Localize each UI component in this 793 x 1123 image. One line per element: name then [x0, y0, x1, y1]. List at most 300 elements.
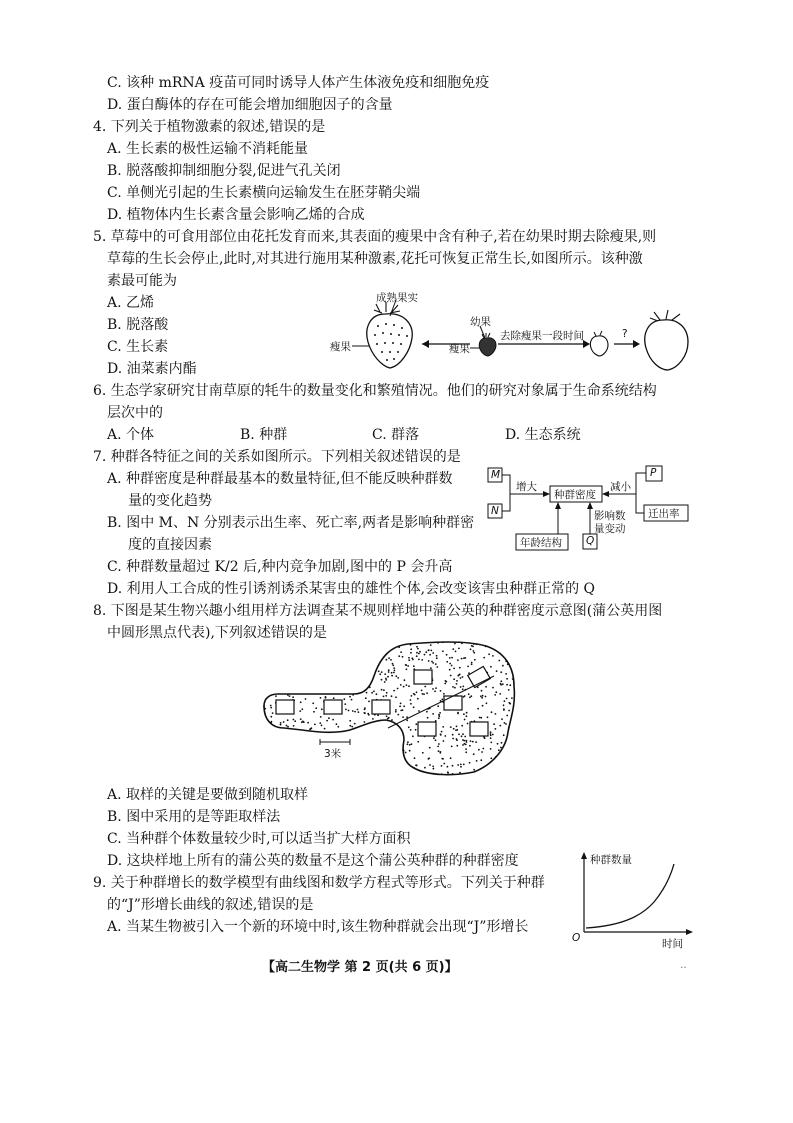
x-axis-arrowhead: [686, 929, 693, 935]
dandelion-dot: [477, 708, 479, 710]
dandelion-dot: [386, 692, 388, 694]
dandelion-dot: [490, 666, 492, 668]
dandelion-dot: [440, 751, 442, 753]
dandelion-dot: [449, 663, 451, 665]
dandelion-dot: [416, 646, 418, 648]
dandelion-dot: [502, 683, 504, 685]
dandelion-dot: [443, 740, 445, 742]
dandelion-dot: [407, 741, 409, 743]
dandelion-dot: [455, 651, 457, 653]
dandelion-dot: [469, 762, 471, 764]
corner-mark: ··: [680, 962, 687, 974]
dandelion-dot: [446, 661, 448, 663]
dandelion-dot: [410, 699, 412, 701]
dandelion-dot: [432, 688, 434, 690]
dandelion-dot: [270, 722, 272, 724]
dandelion-dot: [416, 652, 418, 654]
graph-xlabel: 时间: [662, 938, 683, 950]
dandelion-dot: [391, 719, 393, 721]
dandelion-dot: [451, 665, 453, 667]
dandelion-dot: [328, 717, 330, 719]
q7-option-a-1: A. 种群密度是种群最基本的数量特征,但不能反映种群数: [107, 471, 453, 487]
dandelion-dot: [432, 713, 434, 715]
q5-stem-2: 草莓的生长会停止,此时,对其进行施用某种激素,花托可恢复正常生长,如图所示。该种激: [107, 251, 643, 267]
dandelion-dot: [462, 676, 464, 678]
dandelion-dot: [453, 728, 455, 730]
dandelion-dot: [421, 690, 423, 692]
dandelion-dot: [305, 698, 307, 700]
dandelion-dot: [272, 712, 274, 714]
dandelion-dot: [393, 667, 395, 669]
dandelion-dot: [447, 771, 449, 773]
dandelion-dot: [501, 742, 503, 744]
dandelion-dot: [421, 659, 423, 661]
dandelion-dot: [494, 694, 496, 696]
dandelion-dot: [411, 695, 413, 697]
mature-strawberry: [367, 302, 412, 368]
dandelion-dot: [410, 729, 412, 731]
dandelion-dot: [413, 665, 415, 667]
dandelion-dot: [411, 743, 413, 745]
dandelion-dot: [388, 669, 390, 671]
dandelion-dot: [433, 768, 435, 770]
dandelion-dot: [406, 668, 408, 670]
dandelion-dot: [452, 738, 454, 740]
dandelion-dot: [422, 752, 424, 754]
dandelion-dot: [402, 749, 404, 751]
q8-option-d: D. 这块样地上所有的蒲公英的数量不是这个蒲公英种群的种群密度: [107, 853, 519, 869]
dandelion-dot: [442, 758, 444, 760]
dandelion-dot: [499, 725, 501, 727]
q8-option-a: A. 取样的关键是要做到随机取样: [107, 787, 309, 803]
dandelion-dot: [462, 733, 464, 735]
dandelion-dot: [456, 745, 458, 747]
q9-option-a: A. 当某生物被引入一个新的环境中时,该生物种群就会出现“J”形增长: [107, 919, 529, 935]
q6-option-b: B. 种群: [240, 427, 288, 443]
dandelion-dot: [425, 651, 427, 653]
dandelion-dot: [459, 667, 461, 669]
dandelion-dot: [460, 686, 462, 688]
dandelion-dot: [450, 726, 452, 728]
dandelion-dot: [400, 684, 402, 686]
quadrat-map-svg: [258, 636, 530, 778]
dandelion-dot: [400, 710, 402, 712]
q8-option-c: C. 当种群个体数量较少时,可以适当扩大样方面积: [107, 831, 411, 847]
dandelion-dot: [345, 709, 347, 711]
dandelion-dot: [287, 726, 289, 728]
dandelion-dot: [456, 683, 458, 685]
dandelion-dot: [472, 741, 474, 743]
dandelion-dot: [430, 667, 432, 669]
dandelion-dot: [444, 735, 446, 737]
dandelion-dot: [462, 744, 464, 746]
dandelion-dot: [478, 749, 480, 751]
dandelion-dot: [435, 687, 437, 689]
dandelion-dot: [429, 654, 431, 656]
q9-stem-1: 9. 关于种群增长的数学模型有曲线图和数学方程式等形式。下列关于种群: [93, 875, 545, 891]
dandelion-dot: [463, 764, 465, 766]
dandelion-dot: [371, 692, 373, 694]
q3-option-d: D. 蛋白酶体的存在可能会增加细胞因子的含量: [107, 97, 393, 113]
dandelion-dot: [392, 663, 394, 665]
dandelion-dot: [438, 715, 440, 717]
q5-stem-3: 素最可能为: [107, 273, 177, 289]
dandelion-dot: [436, 666, 438, 668]
dandelion-dot: [326, 720, 328, 722]
dandelion-dot: [482, 695, 484, 697]
quadrat-7: [418, 722, 436, 736]
dandelion-dot: [505, 723, 507, 725]
q5-option-b: B. 脱落酸: [107, 317, 169, 333]
dandelion-dot: [458, 733, 460, 735]
dandelion-dot: [442, 726, 444, 728]
dandelion-dot: [410, 703, 412, 705]
dandelion-dot: [481, 697, 483, 699]
dandelion-dot: [459, 674, 461, 676]
dandelion-dot: [457, 675, 459, 677]
dandelion-dot: [506, 698, 508, 700]
q6-option-c: C. 群落: [372, 427, 420, 443]
transect-line: [388, 676, 494, 728]
dandelion-dot: [287, 719, 289, 721]
q4-option-d: D. 植物体内生长素含量会影响乙烯的合成: [107, 207, 365, 223]
dandelion-dot: [443, 763, 445, 765]
q5-stem-1: 5. 草莓中的可食用部位由花托发育而来,其表面的瘦果中含有种子,若在幼果时期去除瘦果,则: [93, 229, 657, 245]
dandelion-dot: [491, 711, 493, 713]
dandelion-dot: [488, 653, 490, 655]
dandelion-dot: [457, 659, 459, 661]
dandelion-dot: [452, 773, 454, 775]
label-achene-right: 瘦果: [449, 343, 470, 355]
dandelion-dot: [390, 659, 392, 661]
scale-label: 3米: [324, 748, 342, 760]
dandelion-dot: [467, 666, 469, 668]
dandelion-dot: [391, 675, 393, 677]
dandelion-dot: [294, 720, 296, 722]
dandelion-dot: [470, 648, 472, 650]
dandelion-dot: [366, 692, 368, 694]
dandelion-dot: [301, 708, 303, 710]
dandelion-dot: [445, 680, 447, 682]
dandelion-dot: [357, 709, 359, 711]
dandelion-dot: [394, 670, 396, 672]
dandelion-dot: [324, 728, 326, 730]
dandelion-dot: [508, 710, 510, 712]
dandelion-dot: [453, 678, 455, 680]
dandelion-dot: [503, 708, 505, 710]
dandelion-dot: [428, 758, 430, 760]
q7-option-a-2: 量的变化趋势: [128, 493, 212, 509]
dandelion-dot: [413, 767, 415, 769]
dandelion-dot: [384, 681, 386, 683]
dandelion-dot: [300, 718, 302, 720]
dandelion-dot: [487, 716, 489, 718]
dandelion-dot: [264, 708, 266, 710]
dandelion-dot: [402, 656, 404, 658]
dandelion-dot: [506, 678, 508, 680]
dandelion-dot: [449, 669, 451, 671]
dandelion-dot: [391, 695, 393, 697]
q7-option-b-1: B. 图中 M、N 分别表示出生率、死亡率,两者是影响种群密: [107, 515, 475, 531]
dandelion-dot: [463, 696, 465, 698]
dandelion-dot: [490, 748, 492, 750]
dandelion-dot: [287, 694, 289, 696]
dandelion-dot: [462, 686, 464, 688]
dandelion-dot: [378, 670, 380, 672]
dandelion-dot: [482, 748, 484, 750]
dandelion-dot: [352, 694, 354, 696]
dandelion-dot: [320, 716, 322, 718]
dandelion-dot: [430, 650, 432, 652]
dandelion-dot: [365, 697, 367, 699]
hormone-arrowhead: [633, 340, 640, 348]
dandelion-dot: [400, 703, 402, 705]
label-affect-1: 影响数: [594, 510, 626, 522]
dandelion-dot: [432, 662, 434, 664]
q9-stem-2: 的“J”形增长曲线的叙述,错误的是: [107, 897, 314, 913]
dandelion-dot: [418, 659, 420, 661]
dandelion-dot: [393, 690, 395, 692]
quadrat-sampling-figure: [258, 636, 530, 778]
increase-arrowhead: [543, 491, 550, 497]
dandelion-dot: [498, 749, 500, 751]
dandelion-dot: [480, 717, 482, 719]
dandelion-dot: [441, 765, 443, 767]
dandelion-dot: [283, 721, 285, 723]
q7-option-d: D. 利用人工合成的性引诱剂诱杀某害虫的雄性个体,会改变该害虫种群正常的 Q: [107, 581, 596, 597]
dandelion-dot: [379, 673, 381, 675]
dandelion-dot: [457, 764, 459, 766]
dandelion-dot: [399, 705, 401, 707]
dandelion-dot: [418, 653, 420, 655]
dandelion-dot: [300, 701, 302, 703]
dandelion-dot: [398, 655, 400, 657]
dandelion-dot: [495, 691, 497, 693]
quadrat-4: [414, 670, 432, 684]
page-footer: 【高二生物学 第 2 页(共 6 页)】: [262, 960, 458, 975]
decrease-arrowhead: [602, 491, 609, 497]
dandelion-dot: [508, 689, 510, 691]
dandelion-dot: [462, 688, 464, 690]
dandelion-dot: [280, 724, 282, 726]
label-achene-left: 瘦果: [330, 341, 351, 353]
dandelion-dot: [293, 719, 295, 721]
dandelion-dot: [461, 735, 463, 737]
dandelion-dot: [464, 657, 466, 659]
dandelion-dot: [270, 707, 272, 709]
dandelion-dot: [351, 726, 353, 728]
j-curve-graph: [568, 848, 698, 948]
label-age-structure: 年龄结构: [520, 537, 562, 549]
dandelion-dot: [387, 676, 389, 678]
dandelion-dot: [476, 760, 478, 762]
label-affect-2: 量变动: [594, 523, 626, 535]
dandelion-dot: [415, 723, 417, 725]
dandelion-dot: [349, 696, 351, 698]
dandelion-dot: [373, 690, 375, 692]
dandelion-dot: [507, 663, 509, 665]
dandelion-dot: [511, 697, 513, 699]
dandelion-dot: [437, 642, 439, 644]
dandelion-dot: [473, 643, 475, 645]
dandelion-dot: [440, 733, 442, 735]
dandelion-dot: [426, 692, 428, 694]
label-n: N: [491, 505, 499, 517]
dandelion-dot: [403, 705, 405, 707]
dandelion-dot: [429, 747, 431, 749]
j-curve-svg: [568, 848, 698, 948]
dandelion-dot: [467, 723, 469, 725]
dandelion-dot: [417, 741, 419, 743]
dandelion-dot: [496, 670, 498, 672]
q8-option-b: B. 图中采用的是等距取样法: [107, 809, 281, 825]
dandelion-dot: [408, 659, 410, 661]
dandelion-dot: [452, 765, 454, 767]
dandelion-dot: [461, 642, 463, 644]
dandelion-dot: [419, 651, 421, 653]
dandelion-dot: [471, 662, 473, 664]
dandelion-dot: [426, 711, 428, 713]
dandelion-dot: [430, 644, 432, 646]
q6-option-d: D. 生态系统: [505, 427, 581, 443]
dandelion-dot: [481, 690, 483, 692]
dandelion-dot: [505, 673, 507, 675]
q4-option-b: B. 脱落酸抑制细胞分裂,促进气孔关闭: [107, 163, 341, 179]
dandelion-dot: [372, 718, 374, 720]
dandelion-dot: [270, 705, 272, 707]
dandelion-dot: [437, 705, 439, 707]
dandelion-dot: [452, 648, 454, 650]
dandelion-dot: [293, 725, 295, 727]
dandelion-dot: [364, 707, 366, 709]
dandelion-dot: [405, 752, 407, 754]
dandelion-dot: [364, 721, 366, 723]
dandelion-dot: [263, 705, 265, 707]
label-m: M: [491, 469, 501, 481]
dandelion-dot: [408, 657, 410, 659]
dandelion-dot: [473, 769, 475, 771]
dandelion-dot: [397, 714, 399, 716]
dandelion-dot: [408, 685, 410, 687]
remove-achene-arrowhead: [583, 340, 590, 348]
dandelion-dot: [506, 715, 508, 717]
quadrat-5: [444, 696, 462, 710]
dandelion-dot: [410, 648, 412, 650]
dandelion-dot: [313, 711, 315, 713]
dandelion-dot: [503, 734, 505, 736]
dandelion-dot: [429, 764, 431, 766]
q8-stem-1: 8. 下图是某生物兴趣小组用样方法调查某不规则样地中蒲公英的种群密度示意图(蒲公英用图: [93, 603, 663, 619]
graph-origin: O: [572, 932, 581, 944]
dandelion-dot: [384, 673, 386, 675]
dandelion-dot: [485, 696, 487, 698]
dandelion-dot: [492, 734, 494, 736]
dandelion-dot: [454, 643, 456, 645]
dandelion-dot: [498, 660, 500, 662]
dandelion-dot: [398, 646, 400, 648]
q7-option-b-2: 度的直接因素: [128, 537, 212, 553]
dandelion-dot: [463, 740, 465, 742]
dandelion-dot: [400, 651, 402, 653]
dandelion-dot: [410, 644, 412, 646]
dandelion-dot: [500, 680, 502, 682]
dandelion-dot: [417, 648, 419, 650]
dandelion-dot: [460, 764, 462, 766]
dandelion-dot: [446, 654, 448, 656]
dandelion-dot: [344, 703, 346, 705]
scale-bar: [320, 739, 350, 745]
quadrat-6: [468, 666, 491, 687]
dandelion-dot: [413, 706, 415, 708]
dandelion-dot: [472, 646, 474, 648]
q7-stem: 7. 种群各特征之间的关系如图所示。下列相关叙述错误的是: [93, 449, 461, 465]
dandelion-dot: [459, 772, 461, 774]
dandelion-dot: [406, 719, 408, 721]
dandelion-dot: [292, 696, 294, 698]
dandelion-dot: [406, 716, 408, 718]
graph-ylabel: 种群数量: [590, 854, 632, 866]
dandelion-dot: [301, 721, 303, 723]
quadrat-3: [372, 700, 390, 714]
dandelion-dot: [386, 659, 388, 661]
dandelion-dot: [422, 693, 424, 695]
label-question-mark: ?: [622, 328, 628, 340]
dandelion-dot: [473, 753, 475, 755]
q4-stem: 4. 下列关于植物激素的叙述,错误的是: [93, 119, 326, 135]
dandelion-dot: [461, 725, 463, 727]
dandelion-dot: [455, 729, 457, 731]
dandelion-dot: [320, 697, 322, 699]
dandelion-dot: [447, 766, 449, 768]
dandelion-dot: [404, 679, 406, 681]
dandelion-dot: [427, 717, 429, 719]
dandelion-dot: [412, 735, 414, 737]
dandelion-dot: [307, 722, 309, 724]
dandelion-dot: [456, 738, 458, 740]
dandelion-dot: [464, 719, 466, 721]
dandelion-dot: [352, 710, 354, 712]
dandelion-dot: [441, 773, 443, 775]
dandelion-dot: [436, 655, 438, 657]
label-mature-fruit: 成熟果实: [376, 292, 418, 304]
dandelion-dot: [495, 728, 497, 730]
dandelion-dot: [348, 710, 350, 712]
dandelion-dot: [453, 668, 455, 670]
dandelion-dot: [391, 672, 393, 674]
dandelion-dot: [471, 663, 473, 665]
j-curve-line: [586, 864, 674, 928]
dandelion-dot: [325, 697, 327, 699]
dandelion-dot: [508, 727, 510, 729]
dandelion-dot: [415, 764, 417, 766]
dandelion-dot: [432, 652, 434, 654]
dandelion-dot: [351, 699, 353, 701]
dandelion-dot: [493, 723, 495, 725]
dandelion-dot: [354, 723, 356, 725]
dandelion-dot: [354, 711, 356, 713]
dandelion-dot: [476, 643, 478, 645]
dandelion-dot: [358, 711, 360, 713]
dandelion-dot: [509, 703, 511, 705]
dandelion-dot: [482, 705, 484, 707]
dandelion-dot: [336, 723, 338, 725]
q6-stem-2: 层次中的: [107, 405, 163, 421]
dandelion-dot: [381, 671, 383, 673]
dandelion-dot: [395, 711, 397, 713]
dandelion-dot: [460, 766, 462, 768]
dandelion-dot: [438, 717, 440, 719]
dandelion-dot: [490, 737, 492, 739]
